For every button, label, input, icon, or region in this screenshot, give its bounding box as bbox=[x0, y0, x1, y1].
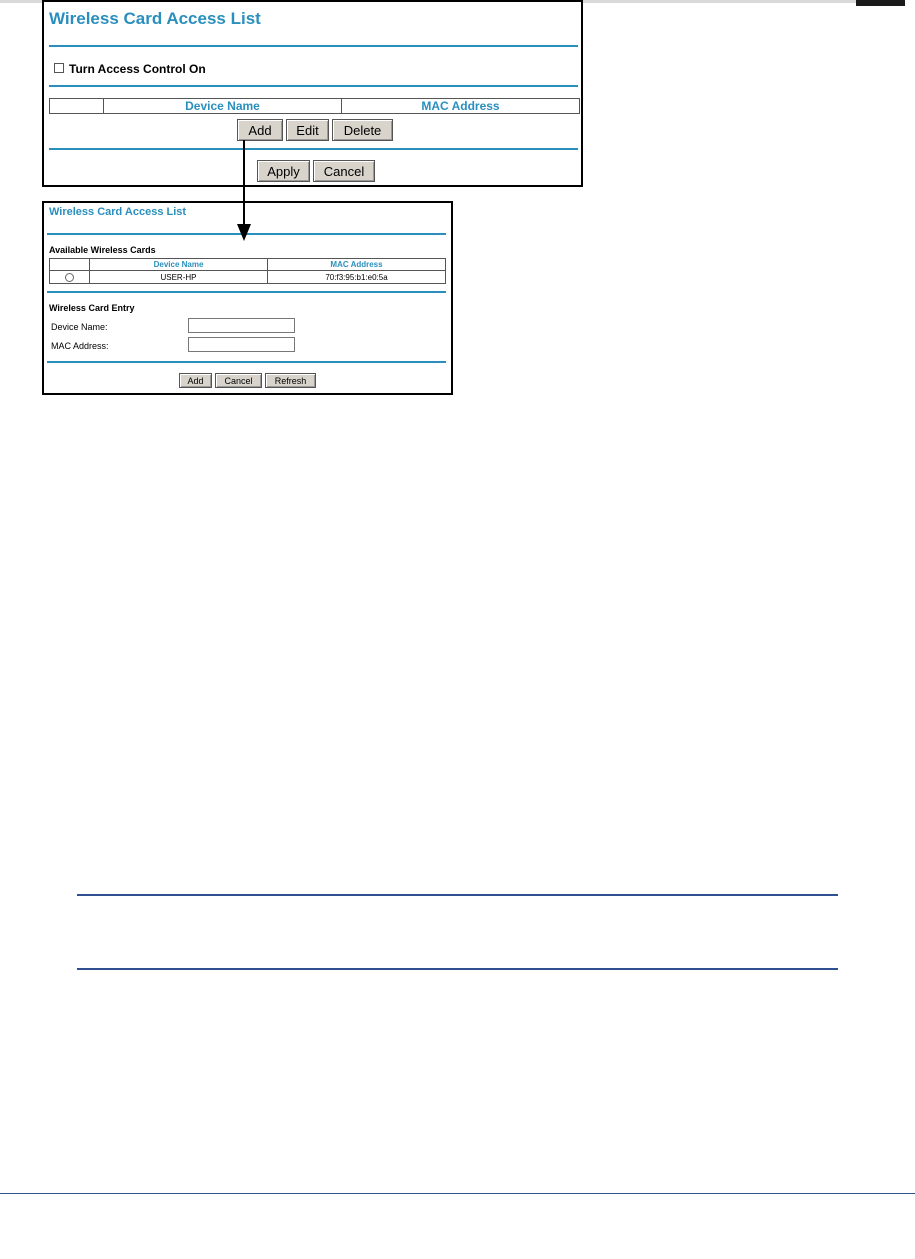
panel-title: Wireless Card Access List bbox=[49, 9, 261, 28]
device-name-label: Device Name: bbox=[51, 322, 108, 332]
callout-arrow bbox=[0, 0, 915, 260]
add-button[interactable]: Add bbox=[237, 119, 283, 141]
select-column-header bbox=[50, 259, 90, 271]
note-bottom-rule bbox=[77, 968, 838, 970]
table-row[interactable] bbox=[50, 271, 446, 284]
available-cards-label: Available Wireless Cards bbox=[49, 245, 156, 255]
row-select-cell[interactable] bbox=[50, 271, 90, 284]
add-button[interactable]: Add bbox=[179, 373, 212, 388]
refresh-button[interactable]: Refresh bbox=[265, 373, 316, 388]
device-name-cell: USER-HP bbox=[90, 271, 268, 284]
apply-button[interactable]: Apply bbox=[257, 160, 310, 182]
table-header-row bbox=[50, 259, 446, 271]
mac-address-header: MAC Address bbox=[268, 259, 446, 271]
card-entry-label: Wireless Card Entry bbox=[49, 303, 135, 313]
mac-address-cell: 70:f3:95:b1:e0:5a bbox=[268, 271, 446, 284]
note-top-rule bbox=[77, 894, 838, 896]
divider bbox=[47, 361, 446, 363]
cancel-button[interactable]: Cancel bbox=[215, 373, 262, 388]
page-footer-rule bbox=[0, 1193, 915, 1194]
access-control-label: Turn Access Control On bbox=[69, 62, 206, 76]
available-cards-table bbox=[49, 258, 446, 284]
device-name-header: Device Name bbox=[104, 99, 342, 114]
device-name-header: Device Name bbox=[90, 259, 268, 271]
delete-button[interactable]: Delete bbox=[332, 119, 393, 141]
row-radio-button[interactable] bbox=[65, 273, 74, 282]
mac-address-header: MAC Address bbox=[342, 99, 580, 114]
arrow-head bbox=[237, 224, 251, 241]
mac-address-input[interactable] bbox=[188, 337, 295, 352]
device-name-input[interactable] bbox=[188, 318, 295, 333]
divider bbox=[47, 291, 446, 293]
edit-button[interactable]: Edit bbox=[286, 119, 329, 141]
panel-title: Wireless Card Access List bbox=[49, 206, 187, 218]
cancel-button[interactable]: Cancel bbox=[313, 160, 375, 182]
mac-address-label: MAC Address: bbox=[51, 341, 109, 351]
